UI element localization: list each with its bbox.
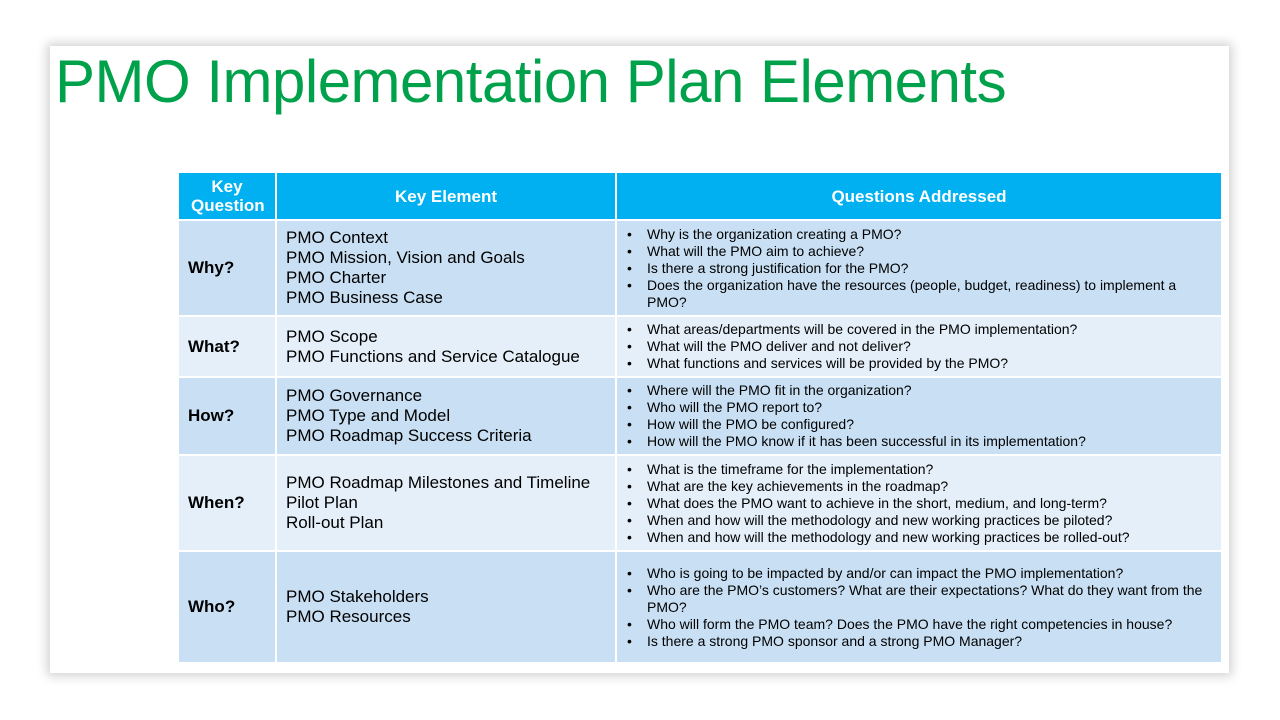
key-element-cell (276, 551, 616, 663)
key-question-cell: Who? (178, 551, 276, 663)
key-element-item: Pilot Plan (286, 493, 358, 512)
question-item: • Who is going to be impacted by and/or can impact the PMO implementation? (627, 565, 1213, 582)
question-item: • When and how will the methodology and new working practices be rolled-out? (627, 529, 1213, 546)
question-item: • What is the timeframe for the implementation? (627, 461, 1213, 478)
questions-cell (616, 377, 1222, 455)
questions-cell (616, 220, 1222, 316)
question-list (627, 461, 1213, 546)
question-item: • Who will the PMO report to? (627, 399, 1213, 416)
question-item: • Who are the PMO’s customers? What are their expectations? What do they want from the PMO? (627, 582, 1213, 616)
question-item: • What does the PMO want to achieve in the short, medium, and long-term? (627, 495, 1213, 512)
key-element-item: Roll-out Plan (286, 513, 384, 532)
question-item: • When and how will the methodology and new working practices be piloted? (627, 512, 1213, 529)
key-element-item: PMO Roadmap Milestones and Timeline (286, 473, 591, 492)
question-list (627, 565, 1213, 650)
table-row-how (178, 377, 1222, 455)
key-question-cell: What? (178, 316, 276, 377)
header-key-element: Key Element (276, 172, 616, 220)
table-header-row (178, 172, 1222, 220)
question-item: • What will the PMO aim to achieve? (627, 243, 1213, 260)
key-element-item: PMO Scope (286, 326, 378, 346)
key-question-cell: How? (178, 377, 276, 455)
key-element-item: PMO Resources (286, 607, 411, 626)
key-question-cell: When? (178, 455, 276, 551)
question-list (627, 226, 1213, 311)
key-element-item: PMO Business Case (286, 288, 443, 307)
question-item: • Why is the organization creating a PMO? (627, 226, 1213, 243)
implementation-plan-table (177, 171, 1223, 664)
questions-cell (616, 551, 1222, 663)
key-element-cell (276, 220, 616, 316)
question-item: • Is there a strong PMO sponsor and a strong PMO Manager? (627, 633, 1213, 650)
slide-title: PMO Implementation Plan Elements (55, 48, 1007, 115)
table-row-who (178, 551, 1222, 663)
question-list (627, 321, 1213, 372)
table-row-what (178, 316, 1222, 377)
question-item: • How will the PMO be configured? (627, 416, 1213, 433)
question-item: • What functions and services will be provided by the PMO? (627, 355, 1213, 372)
question-item: • How will the PMO know if it has been successful in its implementation? (627, 433, 1213, 450)
key-element-cell (276, 455, 616, 551)
key-element-cell (276, 316, 616, 377)
question-item: • What areas/departments will be covered in the PMO implementation? (627, 321, 1213, 338)
slide (50, 46, 1229, 673)
key-question-cell: Why? (178, 220, 276, 316)
key-element-item: PMO Roadmap Success Criteria (286, 426, 532, 445)
key-element-item: PMO Functions and Service Catalogue (286, 346, 580, 366)
key-element-item: PMO Context (286, 228, 389, 247)
header-questions-addressed: Questions Addressed (616, 172, 1222, 220)
question-item: • What are the key achievements in the roadmap? (627, 478, 1213, 495)
key-element-item: PMO Mission, Vision and Goals (286, 248, 525, 267)
key-element-item: PMO Type and Model (286, 406, 451, 425)
header-key-question: Key Question (178, 172, 276, 220)
question-item: • Is there a strong justification for the PMO? (627, 260, 1213, 277)
key-element-cell (276, 377, 616, 455)
question-item: • Who will form the PMO team? Does the PMO have the right competencies in house? (627, 616, 1213, 633)
questions-cell (616, 316, 1222, 377)
question-item: • Does the organization have the resources (people, budget, readiness) to implement a PMO? (627, 277, 1213, 311)
question-item: • Where will the PMO fit in the organization? (627, 382, 1213, 399)
question-item: • What will the PMO deliver and not deliver? (627, 338, 1213, 355)
table-row-when (178, 455, 1222, 551)
key-element-item: PMO Governance (286, 386, 423, 405)
question-list (627, 382, 1213, 450)
key-element-item: PMO Stakeholders (286, 587, 429, 606)
key-element-item: PMO Charter (286, 268, 387, 287)
table-row-why (178, 220, 1222, 316)
questions-cell (616, 455, 1222, 551)
